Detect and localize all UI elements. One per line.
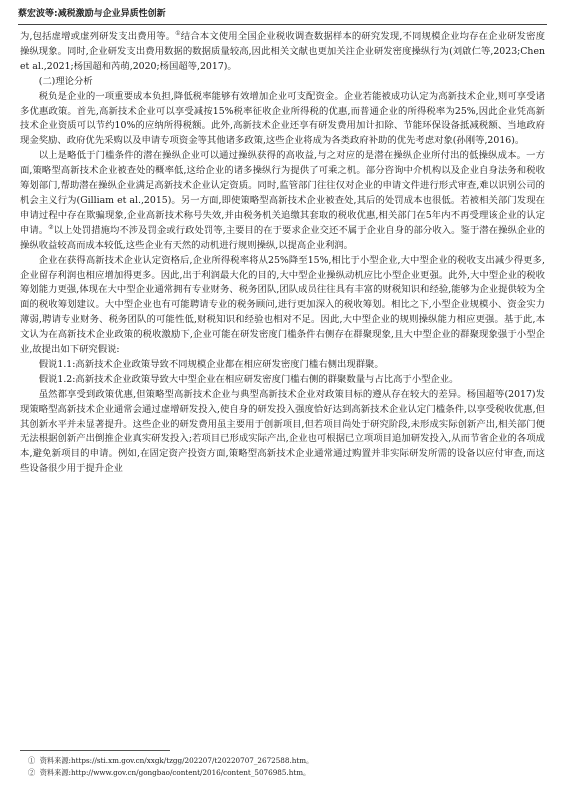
footnotes [28,755,545,778]
hypothesis-1-1: 假说1.1:高新技术企业政策导致不同规模企业都在相应研发密度门槛右侧出现群聚。 [38,358,384,370]
footnote-1 [28,755,545,767]
header-rule [18,24,547,25]
footnote-mark: ② [28,767,36,777]
running-head: 蔡宏波等:减税激励与企业异质性创新 [18,9,166,19]
paragraph-text: 以上是略低于门槛条件的潜在操纵企业可以通过操纵获得的高收益,与之对应的是潜在操纵企业所付出的低操纵成本。一方面,策略型高新技术企业被查处的概率低,这给企业的诸多操纵行为提供了可乘之机。部分咨询中介机构以及企业自身法务和税收筹划部门,帮助潜在操纵企业满足高新技术企业认定资质。同时,监管部门往往仅对企业的申请文件进行形式审查,难以识别公司的机会主义行为(Gilliam et al.,2015)。另一方面,即使策略型高新技术企业被查处,其后的处罚成本也很低。若被相关部门发现在申请过程中存在欺骗现象,企业高新技术称号失效,并由税务机关追缴其套取的税收优惠,相关部门在5年内不再受理该企业的认定申请。 [20,150,545,236]
footnote-ref-1[interactable]: ① [175,30,181,37]
footnote-text[interactable]: 资料来源:https://sti.xm.gov.cn/xxgk/tzgg/202207/t20220707_2672588.htm。 [39,756,314,765]
footnote-text[interactable]: 资料来源:http://www.gov.cn/gongbao/content/2016/content_5076985.htm。 [39,767,311,777]
paragraph-text: 以上处罚措施均不涉及罚金或行政处罚等,主要目的在于要求企业交还不属于企业自身的部分收入。鉴于潜在操纵企业的操纵收益较高而成本较低,这些企业有天然的动机进行规则操纵,以提高企业利润。 [20,224,545,251]
paragraph-manipulation-cost [20,149,545,253]
paragraph-text: 为,包括虚增或虚列研发支出费用等。 [20,31,176,42]
body-text [20,30,545,477]
footnote-mark: ① [28,756,36,765]
footnote-rule [20,750,170,751]
footnote-2 [28,767,545,779]
hypothesis-1-2: 假说1.2:高新技术企业政策导致大中型企业在相应研发密度门槛右侧的群聚数量与占比高于小型企业。 [38,373,459,385]
paragraph-strategic-firms: 虽然都享受到政策优惠,但策略型高新技术企业与典型高新技术企业对政策目标的遵从存在较大的差异。杨国超等(2017)发现策略型高新技术企业通常会通过虚增研发投入,使自身的研发投入强度恰好达到高新技术企业认定门槛条件,以享受税收优惠,但其创新水平并未显著提升。这些企业的研发费用虽主要用于创新项目,但若项目尚处于研究阶段,未形成实际创新产出,相关部门便无法根据创新产出倒推企业真实研发投入;若项目已形成实际产出,企业也可根据已立项项目追加研发投入,从而节省企业的各项成本,避免新项目的申请。例如,在固定资产投资方面,策略型高新技术企业通常通过购置并非实际研发所需的设备以应付审查,而这些设备很少用于提升企业 [20,388,545,475]
paragraph-firm-size: 企业在获得高新技术企业认定资格后,企业所得税率将从25%降至15%,相比于小型企业,大中型企业的税收支出减少得更多,企业留存利润也相应增加得更多。因此,出于利润最大化的目的,大中型企业操纵动机应比小型企业更强。此外,大中型企业的税收筹划能力更强,体现在大中型企业通常拥有专业财务、税务团队,团队成员往往具有丰富的财税知识和经验,能够为企业提供较为全面的税收筹划建议。大中型企业也有可能聘请专业的税务顾问,进行更加深入的税收筹划。相比之下,小型企业规模小、资金实力薄弱,聘请专业财务、税务团队的可能性低,财税知识和经验也相对不足。因此,大中型企业的规则操纵能力相应更强。基于此,本文认为在高新技术企业政策的税收激励下,企业可能在研发密度门槛条件右侧存在群聚现象,且大中型企业的群聚现象强于小型企业,故提出如下研究假说: [20,254,545,356]
paragraph-tax-burden: 税负是企业的一项重要成本负担,降低税率能够有效增加企业可支配资金。企业若能被成功认定为高新技术企业,则可享受诸多优惠政策。首先,高新技术企业可以享受减按15%税率征收企业所得税的优惠,而普通企业的所得税率为25%,因此企业凭高新技术企业资质可以节约10%的应纳所得税额。此外,高新技术企业还享有研发费用加计扣除、节能环保设备抵减税额、当地政府现金奖励、政府优先采购以及申请专项资金等其他诸多政策,这些企业将成为各类政府补助的优先考虑对象(孙刚等,2016)。 [20,90,545,147]
paragraph-text: 结合本文使用全国企业税收调查数据样本的研究发现,不同规模企业均存在企业研发密度操纵现象。同时,企业研发支出费用数据的数据质量较高,因此相关文献也更加关注企业研发密度操纵行为(刘啟仁等,2023;Chen et al.,2021;杨国超和芮萌,2020;杨国超等,2017)。 [20,31,545,72]
section-title: (二)理论分析 [38,75,93,87]
footnote-ref-2[interactable]: ② [48,223,54,231]
paragraph-continued [20,30,545,75]
